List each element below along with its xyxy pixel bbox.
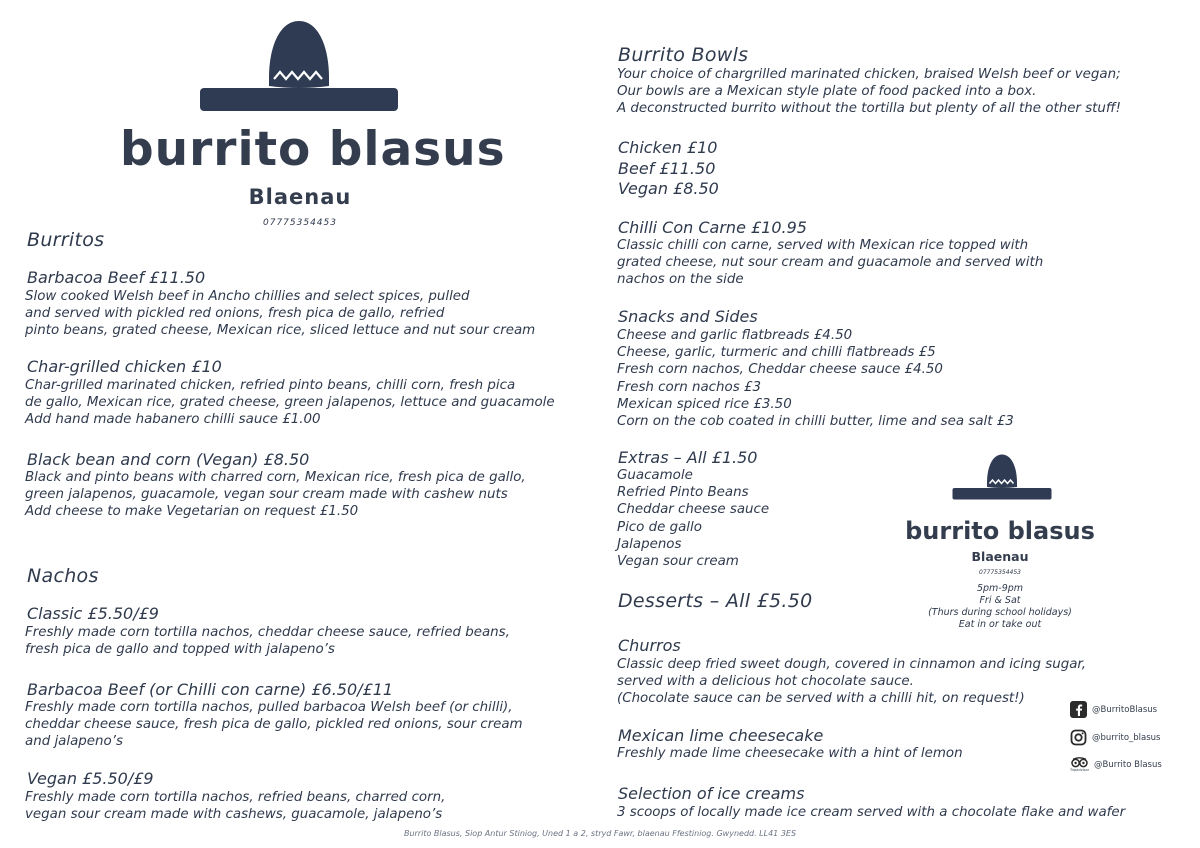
facebook-handle: @BurritoBlasus xyxy=(1092,704,1158,715)
social-instagram[interactable] xyxy=(1070,729,1160,746)
vegan-burrito-title: Black bean and corn (Vegan) £8.50 xyxy=(27,450,310,469)
description-line: Classic deep fried sweet dough, covered in cinnamon and icing sugar, xyxy=(617,657,1086,672)
chilli-con-carne-description xyxy=(617,237,1043,289)
snack-item: Fresh corn nachos, Cheddar cheese sauce £4.50 xyxy=(617,362,943,378)
hours-line: (Thurs during school holidays) xyxy=(928,607,1072,618)
footer-address: Burrito Blasus, Siop Antur Stiniog, Uned 1 a 2, stryd Fawr, blaenau Ffestiniog. Gwynedd. LL41 3ES xyxy=(403,829,797,838)
description-line: grated cheese, nut sour cream and guacamole and served with xyxy=(617,255,1044,271)
vegan-nachos-description xyxy=(25,789,445,823)
addon-line: Add cheese to make Vegetarian on request £1.50 xyxy=(25,504,359,520)
churros-description xyxy=(617,656,1086,708)
logo-name: burrito blasus xyxy=(120,122,506,177)
description-line: Classic chilli con carne, served with Mexican rice topped with xyxy=(617,238,1029,253)
description-line: (Chocolate sauce can be served with a chilli hit, on request!) xyxy=(617,691,1025,707)
description-line: 3 scoops of locally made ice cream served with a chocolate flake and wafer xyxy=(617,805,1126,820)
description-line: vegan sour cream made with cashews, guacamole, jalapeno’s xyxy=(25,807,443,823)
social-facebook[interactable] xyxy=(1070,701,1157,718)
description-line: Freshly made corn tortilla nachos, cheddar cheese sauce, refried beans, xyxy=(25,625,510,640)
nachos-heading: Nachos xyxy=(27,565,99,587)
snack-item: Fresh corn nachos £3 xyxy=(617,379,761,395)
barbacoa-nachos-title: Barbacoa Beef (or Chilli con carne) £6.50/£11 xyxy=(27,680,394,699)
barbacoa-nachos-description xyxy=(25,699,523,751)
description-line: Freshly made lime cheesecake with a hint of lemon xyxy=(617,746,963,761)
description-line: cheddar cheese sauce, fresh pica de gallo, pickled red onions, sour cream xyxy=(25,717,523,733)
bowl-price-vegan: Vegan £8.50 xyxy=(618,179,719,198)
opening-hours xyxy=(900,583,1100,631)
snack-item: Cheese and garlic flatbreads £4.50 xyxy=(617,328,853,343)
bowl-price-chicken: Chicken £10 xyxy=(618,138,718,157)
burrito-bowls-heading: Burrito Bowls xyxy=(618,44,749,66)
logo-phone: 07775354453 xyxy=(263,218,337,228)
description-line: green jalapenos, guacamole, vegan sour cream made with cashew nuts xyxy=(25,487,508,503)
snacks-heading: Snacks and Sides xyxy=(618,307,758,326)
extra-item: Pico de gallo xyxy=(617,519,702,535)
small-logo-phone: 07775354453 xyxy=(979,569,1021,576)
small-logo-name: burrito blasus xyxy=(905,517,1095,545)
tripadvisor-icon xyxy=(1070,757,1089,772)
desserts-heading: Desserts – All £5.50 xyxy=(618,590,813,612)
small-logo-place: Blaenau xyxy=(971,549,1029,564)
hours-line: 5pm-9pm xyxy=(976,583,1024,594)
extra-item: Guacamole xyxy=(617,468,693,483)
extra-item: Vegan sour cream xyxy=(617,554,739,570)
churros-title: Churros xyxy=(618,636,681,655)
snack-item: Cheese, garlic, turmeric and chilli flatbreads £5 xyxy=(617,345,936,361)
hours-line: Eat in or take out xyxy=(958,619,1042,630)
burrito-bowls-prices xyxy=(618,138,719,200)
description-line: Slow cooked Welsh beef in Ancho chillies and select spices, pulled xyxy=(25,289,470,304)
cheesecake-description xyxy=(617,745,963,762)
barbacoa-burrito-title: Barbacoa Beef £11.50 xyxy=(27,268,206,287)
snack-item: Corn on the cob coated in chilli butter, lime and sea salt £3 xyxy=(617,414,1014,430)
social-tripadvisor[interactable] xyxy=(1070,757,1162,772)
vegan-nachos-title: Vegan £5.50/£9 xyxy=(27,769,154,788)
description-line: nachos on the side xyxy=(617,272,744,288)
vegan-burrito-description xyxy=(25,469,526,521)
cheesecake-title: Mexican lime cheesecake xyxy=(618,726,824,745)
description-line: pinto beans, grated cheese, Mexican rice, sliced lettuce and nut sour cream xyxy=(25,323,536,339)
hours-line: Fri & Sat xyxy=(979,595,1021,606)
chicken-burrito-description xyxy=(25,377,555,429)
description-line: served with a delicious hot chocolate sauce. xyxy=(617,674,914,690)
extra-item: Jalapenos xyxy=(617,536,682,552)
tripadvisor-badge: Tripadvisor xyxy=(1069,768,1090,772)
ice-creams-description xyxy=(617,804,1125,821)
facebook-icon xyxy=(1070,701,1087,718)
classic-nachos-title: Classic £5.50/£9 xyxy=(27,604,159,623)
tripadvisor-handle: @Burrito Blasus xyxy=(1094,759,1162,770)
description-line: Black and pinto beans with charred corn, Mexican rice, fresh pica de gallo, xyxy=(25,470,526,485)
bowl-price-beef: Beef £11.50 xyxy=(618,158,716,178)
snacks-list xyxy=(617,327,1014,430)
description-line: de gallo, Mexican rice, grated cheese, green jalapenos, lettuce and guacamole xyxy=(25,395,555,411)
description-line: and jalapeno’s xyxy=(25,734,123,750)
instagram-icon xyxy=(1070,729,1087,746)
sombrero-icon xyxy=(951,453,1053,501)
description-line: Freshly made corn tortilla nachos, refried beans, charred corn, xyxy=(25,790,446,805)
description-line: A deconstructed burrito without the tortilla but plenty of all the other stuff! xyxy=(617,101,1121,117)
ice-creams-title: Selection of ice creams xyxy=(618,784,805,803)
classic-nachos-description xyxy=(25,624,510,658)
extras-list xyxy=(617,467,769,570)
description-line: Your choice of chargrilled marinated chicken, braised Welsh beef or vegan; xyxy=(617,67,1121,82)
description-line: Char-grilled marinated chicken, refried pinto beans, chilli corn, fresh pica xyxy=(25,378,516,393)
sombrero-icon xyxy=(198,18,400,114)
chilli-con-carne-title: Chilli Con Carne £10.95 xyxy=(618,218,807,237)
extra-item: Cheddar cheese sauce xyxy=(617,502,770,518)
burrito-bowls-description xyxy=(617,66,1121,118)
description-line: fresh pica de gallo and topped with jalapeno’s xyxy=(25,642,335,658)
chicken-burrito-title: Char-grilled chicken £10 xyxy=(27,357,222,376)
description-line: Freshly made corn tortilla nachos, pulled barbacoa Welsh beef (or chilli), xyxy=(25,700,513,715)
snack-item: Mexican spiced rice £3.50 xyxy=(617,396,792,412)
extra-item: Refried Pinto Beans xyxy=(617,485,749,501)
description-line: and served with pickled red onions, fresh pica de gallo, refried xyxy=(25,306,445,322)
burritos-heading: Burritos xyxy=(27,229,105,251)
barbacoa-burrito-description xyxy=(25,288,535,340)
extras-heading: Extras – All £1.50 xyxy=(618,448,758,467)
addon-line: Add hand made habanero chilli sauce £1.00 xyxy=(25,412,321,428)
description-line: Our bowls are a Mexican style plate of food packed into a box. xyxy=(617,84,1037,100)
logo-place: Blaenau xyxy=(248,185,352,209)
instagram-handle: @burrito_blasus xyxy=(1092,732,1161,743)
